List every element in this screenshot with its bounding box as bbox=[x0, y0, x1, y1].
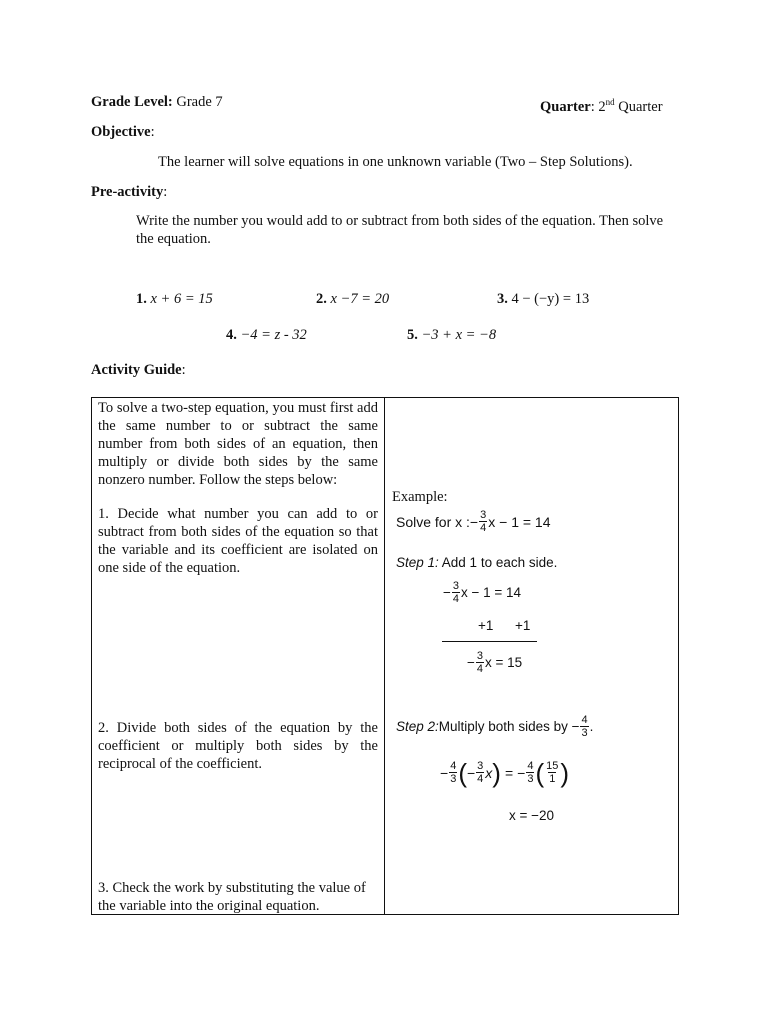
pre-activity-label: Pre-activity bbox=[91, 184, 164, 200]
numerator: 3 bbox=[480, 509, 487, 521]
denominator: 3 bbox=[450, 773, 457, 785]
quarter-number: : 2 bbox=[590, 98, 606, 115]
quarter-label: Quarter bbox=[540, 98, 591, 115]
right-paren: ) bbox=[560, 757, 570, 788]
grade-level-label: Grade Level: bbox=[91, 94, 173, 110]
item-number: 3. bbox=[497, 291, 508, 307]
step-1-text: Add 1 to each side. bbox=[438, 555, 558, 570]
example-result: x = −20 bbox=[509, 808, 555, 823]
denominator: 3 bbox=[581, 727, 588, 739]
minus-sign: − bbox=[440, 764, 449, 781]
fraction bbox=[449, 760, 457, 785]
minus-sign: − bbox=[469, 513, 479, 530]
step-1-line-1 bbox=[443, 580, 521, 605]
minus-sign: − bbox=[466, 764, 476, 781]
left-paren: ( bbox=[535, 757, 545, 788]
step-1-line-3 bbox=[467, 650, 522, 675]
minus-sign: − bbox=[517, 764, 526, 781]
item-equation: −3 + x = −8 bbox=[417, 327, 497, 343]
fraction bbox=[452, 580, 460, 605]
left-paren: ( bbox=[458, 757, 467, 788]
denominator: 3 bbox=[527, 773, 534, 785]
pre-activity-colon: : bbox=[163, 184, 168, 200]
steps-column bbox=[92, 398, 385, 915]
denominator: 1 bbox=[549, 773, 556, 785]
step-1-label: Step 1: bbox=[396, 555, 439, 570]
item-number: 5. bbox=[407, 327, 418, 343]
guide-step-2: 2. Divide both sides of the equation by the coefficient or multiply both sides by the reciprocal of the coefficient. bbox=[98, 720, 378, 772]
fraction bbox=[476, 760, 484, 785]
fraction bbox=[479, 509, 487, 534]
denominator: 4 bbox=[476, 663, 484, 675]
example-equation bbox=[396, 509, 551, 534]
quarter-ordinal: nd bbox=[605, 97, 615, 107]
item-equation: x + 6 = 15 bbox=[146, 291, 213, 307]
example-column bbox=[385, 398, 679, 915]
minus-sign: − bbox=[443, 585, 451, 600]
right-paren: ) bbox=[492, 757, 501, 788]
guide-intro: To solve a two-step equation, you must first add the same number to or subtract the same number from both sides of an equation, then multiply or divide both sides by the same nonzero number. Follow the steps below: bbox=[98, 400, 378, 488]
pre-activity-heading bbox=[91, 183, 167, 201]
item-number: 4. bbox=[226, 327, 237, 343]
numerator: 4 bbox=[581, 714, 588, 726]
pre-activity-item-1 bbox=[136, 290, 213, 308]
equation-tail: x = 15 bbox=[485, 655, 523, 670]
objective-text: The learner will solve equations in one unknown variable (Two – Step Solutions). bbox=[158, 154, 633, 170]
grade-level bbox=[91, 93, 223, 111]
activity-guide-label: Activity Guide bbox=[91, 362, 182, 378]
example-step-2: Step 2: Multiply both sides by − $\frac{4}{3}$ . bbox=[396, 714, 594, 739]
equals-sign: = bbox=[504, 764, 514, 781]
minus-sign: − bbox=[467, 655, 475, 670]
plus-one-left: +1 bbox=[478, 618, 494, 633]
pre-activity-instructions: Write the number you would add to or subtract from both sides of the equation. Then solve the equation. bbox=[136, 213, 664, 247]
sum-line bbox=[442, 641, 537, 642]
item-number: 1. bbox=[136, 291, 147, 307]
guide-step-3: 3. Check the work by substituting the value of the variable into the original equation. bbox=[98, 880, 366, 914]
step-2-label: Step 2: bbox=[396, 719, 439, 734]
fraction bbox=[526, 760, 534, 785]
pre-activity-item-2 bbox=[316, 290, 389, 308]
item-number: 2. bbox=[316, 291, 327, 307]
objective-heading bbox=[91, 123, 155, 141]
grade-level-value: Grade 7 bbox=[172, 94, 223, 110]
solve-for-text: Solve for x : bbox=[396, 513, 470, 530]
fraction bbox=[580, 714, 588, 739]
denominator: 4 bbox=[480, 522, 487, 534]
fraction bbox=[545, 760, 559, 785]
activity-guide-table bbox=[91, 397, 679, 915]
item-equation: x −7 = 20 bbox=[326, 291, 390, 307]
quarter bbox=[540, 93, 663, 116]
numerator: 3 bbox=[476, 650, 484, 662]
example-step-1 bbox=[396, 555, 557, 570]
plus-one-right: +1 bbox=[515, 618, 531, 633]
numerator: 15 bbox=[546, 760, 559, 772]
numerator: 4 bbox=[527, 760, 534, 772]
guide-step-1: 1. Decide what number you can add to or subtract from both sides of the equation so that the variable and its coefficient are isolated on one side of the equation. bbox=[98, 506, 378, 576]
pre-activity-item-5 bbox=[407, 326, 496, 344]
numerator: 4 bbox=[450, 760, 457, 772]
numerator: 3 bbox=[452, 580, 460, 592]
numerator: 3 bbox=[477, 760, 484, 772]
activity-guide-heading bbox=[91, 361, 186, 379]
objective-colon: : bbox=[150, 124, 155, 140]
denominator: 4 bbox=[477, 773, 484, 785]
step-2-equation bbox=[440, 757, 570, 788]
step-2-text: Multiply both sides by − bbox=[438, 719, 580, 734]
fraction bbox=[476, 650, 484, 675]
equation-tail: x − 1 = 14 bbox=[461, 585, 522, 600]
example-label: Example: bbox=[392, 489, 448, 505]
equation-tail: x − 1 = 14 bbox=[488, 513, 551, 530]
item-equation: 4 − (−y) = 13 bbox=[507, 291, 590, 307]
quarter-value: Quarter bbox=[614, 98, 663, 115]
pre-activity-item-4 bbox=[226, 326, 307, 344]
item-equation: −4 = z - 32 bbox=[236, 327, 307, 343]
denominator: 4 bbox=[452, 593, 460, 605]
variable-x: x bbox=[485, 764, 493, 781]
activity-guide-colon: : bbox=[181, 362, 186, 378]
pre-activity-item-3 bbox=[497, 290, 589, 308]
objective-label: Objective bbox=[91, 124, 151, 140]
